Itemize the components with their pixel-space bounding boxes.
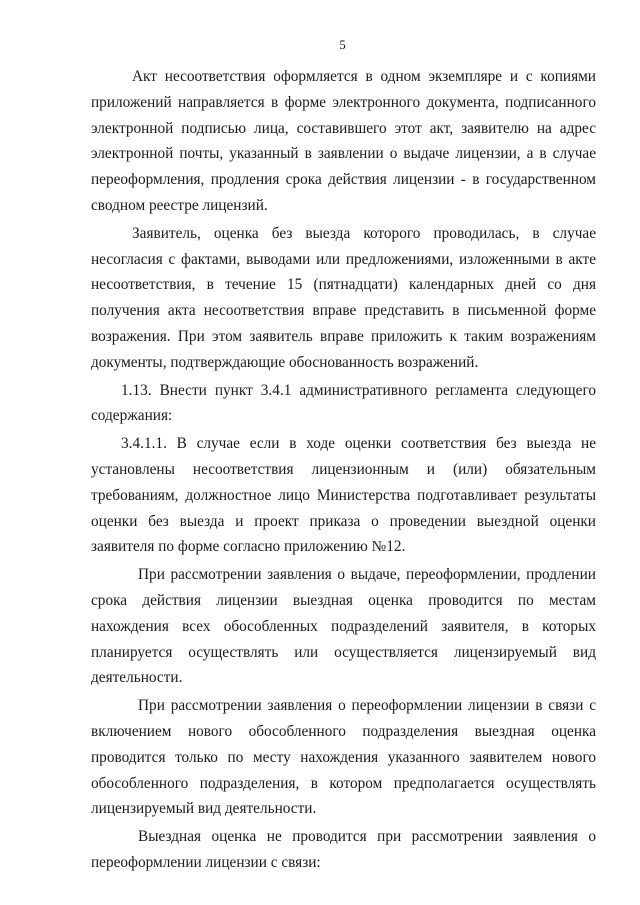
paragraph-new-subdivision: При рассмотрении заявления о переоформлении лицензии в связи с включением нового обособленного подразделения выездная оценка проводится только по месту нахождения указанного заявителем нового обособленного подразделения, в котором предполагается осуществлять лицензируемый вид деятельности. [91, 697, 596, 818]
document-body [91, 64, 596, 878]
paragraph-item-3-4-1-1: 3.4.1.1. В случае если в ходе оценки соответствия без выезда не установлены несоответствия лицензионным и (или) обязательным требованиям, должностное лицо Министерства подготавливает результаты оценки без выезда и проект приказа о проведении выездной оценки заявителя по форме согласно приложению №12. [91, 435, 596, 556]
paragraph-onsite-assessment-locations: При рассмотрении заявления о выдаче, переоформлении, продлении срока действия лицензии выездная оценка проводится по местам нахождения всех обособленных подразделений заявителя, в которых планируется осуществлять или осуществляется лицензируемый вид деятельности. [91, 566, 596, 687]
page-number: 5 [339, 37, 346, 52]
paragraph-act-nonconformity: Акт несоответствия оформляется в одном экземпляре и с копиями приложений направляется в форме электронного документа, подписанного электронной подписью лица, составившего этот акт, заявителю на адрес электронной почты, указанный в заявлении о выдаче лицензии, а в случае переоформления, продления срока действия лицензии - в государственном сводном реестре лицензий. [91, 68, 596, 214]
paragraph-applicant-objections: Заявитель, оценка без выезда которого проводилась, в случае несогласия с фактами, выводами или предложениями, изложенными в акте несоответствия, в течение 15 (пятнадцати) календарных дней со дня получения акта несоответствия вправе представить в письменной форме возражения. При этом заявитель вправе приложить к таким возражениям документы, подтверждающие обоснованность возражений. [91, 224, 596, 371]
paragraph-item-1-13: 1.13. Внести пункт 3.4.1 административного регламента следующего содержания: [91, 381, 596, 425]
paragraph-no-onsite-assessment: Выездная оценка не проводится при рассмотрении заявления о переоформлении лицензии с связи: [91, 828, 596, 871]
